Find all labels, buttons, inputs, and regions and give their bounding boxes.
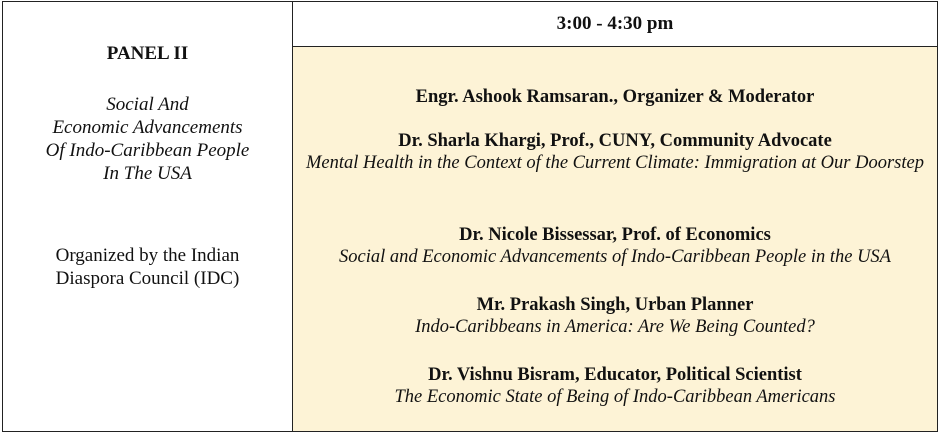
talk-title: Mental Health in the Context of the Current Climate: Immigration at Our Doorstep (306, 153, 924, 173)
speaker-name: Dr. Vishnu Bisram, Educator, Political Scientist (428, 365, 802, 385)
talk-item (293, 224, 937, 268)
talk-title: The Economic State of Being of Indo-Caribbean Americans (394, 387, 836, 407)
organizer-note (3, 244, 292, 290)
speaker-name: Engr. Ashook Ramsaran., Organizer & Moderator (415, 87, 815, 107)
panel-subtitle (3, 93, 292, 185)
panel-subtitle-line: In The USA (103, 163, 192, 184)
speaker-name: Dr. Nicole Bissessar, Prof. of Economics (459, 225, 771, 245)
organizer-line: Organized by the Indian (55, 245, 240, 266)
talk-item-moderator (293, 86, 937, 108)
talk-title: Indo-Caribbeans in America: Are We Being Counted? (415, 317, 815, 337)
time-slot: 3:00 - 4:30 pm (556, 13, 674, 34)
talk-item (293, 364, 937, 408)
talks-cell (293, 47, 937, 431)
panel-subtitle-line: Of Indo-Caribbean People (45, 140, 250, 161)
time-slot-cell (293, 2, 937, 47)
organizer-line: Diaspora Council (IDC) (55, 268, 240, 289)
speaker-name: Mr. Prakash Singh, Urban Planner (476, 295, 754, 315)
speaker-name: Dr. Sharla Khargi, Prof., CUNY, Community Advocate (398, 131, 832, 151)
panel-subtitle-line: Economic Advancements (52, 117, 243, 138)
talk-item (293, 130, 937, 174)
panel-subtitle-line: Social And (106, 94, 189, 115)
talk-title: Social and Economic Advancements of Indo-Caribbean People in the USA (339, 247, 891, 267)
schedule-table (2, 1, 938, 432)
talk-item (293, 294, 937, 338)
panel-info-cell (3, 2, 293, 431)
panel-title: PANEL II (106, 43, 189, 64)
